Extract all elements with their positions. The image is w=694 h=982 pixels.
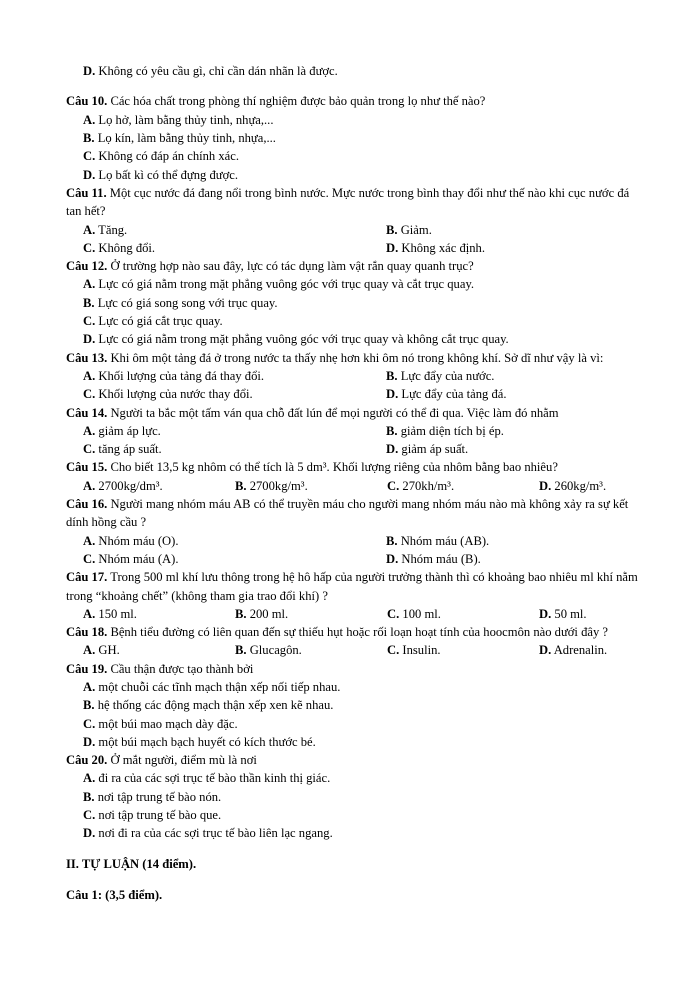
option-text: Lực đẩy của tảng đá. (398, 387, 507, 402)
option-label: B. (83, 698, 95, 713)
option-text: Lực đẩy của nước. (397, 368, 495, 383)
option-text: nơi tập trung tế bào nón. (94, 789, 222, 804)
option-label: B. (83, 295, 95, 310)
option-label: A. (83, 277, 96, 292)
question-20 (66, 751, 646, 842)
option-text: giảm áp lực. (95, 423, 161, 438)
option-label: B. (386, 368, 398, 383)
option-label: A. (83, 643, 96, 658)
question-text: Người ta bắc một tấm ván qua chỗ đất lún để mọi người có thể đi qua. Việc làm đó nhằm (107, 405, 559, 420)
option-text: Nhóm máu (B). (398, 551, 481, 566)
option-label: A. (83, 533, 96, 548)
options-grid (66, 221, 646, 258)
option-text: Nhóm máu (O). (95, 533, 179, 548)
option-label: B. (386, 222, 398, 237)
question-text: Khi ôm một tảng đá ở trong nước ta thấy nhẹ hơn khi ôm nó trong không khí. Sở dĩ như vậy là vì: (107, 350, 604, 365)
option-text: Insulin. (399, 643, 441, 658)
option (386, 422, 646, 440)
option-text: Lọ hở, làm bằng thủy tinh, nhựa,... (95, 112, 274, 127)
option (66, 312, 646, 330)
option-text: Lực có giá nằm trong mặt phẳng vuông góc với trục quay và không cắt trục quay. (95, 332, 509, 347)
option-label: B. (386, 423, 398, 438)
option (539, 641, 646, 659)
option (66, 678, 646, 696)
section-title: II. TỰ LUẬN (14 điểm). (66, 857, 197, 872)
option-text: 2700kg/m³. (246, 478, 308, 493)
option-text: Adrenalin. (551, 643, 608, 658)
option-label: C. (387, 478, 400, 493)
option-text: Lực có giá song song với trục quay. (94, 295, 278, 310)
option-label: A. (83, 423, 96, 438)
option-text: Glucagôn. (246, 643, 302, 658)
option (83, 422, 386, 440)
option-label: C. (83, 314, 96, 329)
option (235, 641, 387, 659)
question-17 (66, 568, 646, 623)
option-label: B. (386, 533, 398, 548)
option (235, 605, 387, 623)
option-label: D. (83, 826, 96, 841)
option-text: 260kg/m³. (551, 478, 607, 493)
option-label: B. (235, 643, 247, 658)
question-text: Ở mắt người, điểm mù là nơi (107, 753, 257, 768)
option (66, 733, 646, 751)
option-text: Không xác định. (398, 240, 485, 255)
option-text: 270kh/m³. (399, 478, 455, 493)
question-number: Câu 16. (66, 497, 108, 512)
option (386, 532, 646, 550)
option (387, 641, 539, 659)
option (387, 605, 539, 623)
option (386, 367, 646, 385)
options-grid (66, 641, 646, 659)
option-label: A. (83, 771, 96, 786)
question-14 (66, 404, 646, 459)
option-text: nơi tập trung tế bào que. (95, 808, 222, 823)
option (83, 477, 235, 495)
option-text: Không có đáp án chính xác. (95, 149, 239, 164)
option-label: C. (387, 606, 400, 621)
option-text: Lọ kín, làm bằng thủy tinh, nhựa,... (94, 131, 276, 146)
option (386, 440, 646, 458)
option-text: Lực có giá nằm trong mặt phẳng vuông góc với trục quay và cắt trục quay. (95, 277, 475, 292)
section-question-1: Câu 1: (3,5 điểm). (66, 888, 163, 903)
question-number: Câu 15. (66, 460, 108, 475)
option-text: Khối lượng của nước thay đổi. (95, 387, 253, 402)
option-label: C. (83, 240, 96, 255)
option (83, 440, 386, 458)
question-number: Câu 19. (66, 661, 108, 676)
option-label: D. (539, 606, 552, 621)
options-grid (66, 477, 646, 495)
options-grid (66, 532, 646, 569)
question-number: Câu 20. (66, 753, 108, 768)
option-label: D. (83, 63, 96, 78)
option (386, 550, 646, 568)
option-label: D. (386, 240, 399, 255)
option-label: C. (83, 551, 96, 566)
option-label: C. (83, 716, 96, 731)
lead-option (66, 62, 646, 80)
option (66, 824, 646, 842)
option-text: GH. (95, 643, 120, 658)
option-label: C. (83, 149, 96, 164)
exam-content (66, 49, 646, 917)
option (83, 385, 386, 403)
option-text: giảm diện tích bị ép. (397, 423, 504, 438)
question-number: Câu 17. (66, 570, 108, 585)
question-text: Bệnh tiểu đường có liên quan đến sự thiếu hụt hoặc rối loạn hoạt tính của hoocmôn nào dưới đây ? (107, 625, 608, 640)
option (66, 715, 646, 733)
question-text: Cầu thận được tạo thành bởi (107, 661, 254, 676)
option (66, 275, 646, 293)
question-number: Câu 13. (66, 350, 108, 365)
option-label: C. (83, 442, 96, 457)
option-label: C. (83, 808, 96, 823)
option-label: C. (83, 387, 96, 402)
question-number: Câu 10. (66, 94, 108, 109)
question-text: Cho biết 13,5 kg nhôm có thể tích là 5 dm³. Khối lượng riêng của nhôm bằng bao nhiêu? (107, 460, 558, 475)
option-label: B. (83, 131, 95, 146)
option (66, 129, 646, 147)
question-11 (66, 184, 646, 257)
options-grid (66, 422, 646, 459)
option-text: Lực có giá cắt trục quay. (95, 314, 223, 329)
option-label: B. (235, 478, 247, 493)
option-label: A. (83, 112, 96, 127)
option-label: D. (83, 167, 96, 182)
option (66, 166, 646, 184)
option-text: đi ra của các sợi trục tế bào thần kinh thị giác. (95, 771, 331, 786)
options-grid (66, 367, 646, 404)
option-text: Lọ bất kì có thể đựng được. (95, 167, 238, 182)
option (83, 605, 235, 623)
question-text: Một cục nước đá đang nổi trong bình nước. Mực nước trong bình thay đổi như thế nào khi cục nước đá tan hết? (66, 185, 630, 219)
option (539, 605, 646, 623)
option-text: một chuỗi các tĩnh mạch thận xếp nối tiếp nhau. (95, 679, 341, 694)
question-10 (66, 92, 646, 183)
question-18 (66, 623, 646, 660)
option (83, 221, 386, 239)
question-13 (66, 349, 646, 404)
option-label: D. (386, 551, 399, 566)
option-text: 50 ml. (551, 606, 587, 621)
option-label: A. (83, 478, 96, 493)
option-text: Giảm. (397, 222, 432, 237)
question-text: Ở trường hợp nào sau đây, lực có tác dụng làm vật rắn quay quanh trục? (107, 259, 474, 274)
option-label: A. (83, 368, 96, 383)
option-label: A. (83, 606, 96, 621)
option-label: A. (83, 679, 96, 694)
option-label: C. (387, 643, 400, 658)
option (387, 477, 539, 495)
option (83, 367, 386, 385)
option-text: một búi mạch bạch huyết có kích thước bé. (95, 734, 316, 749)
option (66, 147, 646, 165)
question-text: Các hóa chất trong phòng thí nghiệm được bảo quản trong lọ như thế nào? (107, 94, 486, 109)
question-number: Câu 11. (66, 185, 107, 200)
option-label: B. (235, 606, 247, 621)
question-number: Câu 14. (66, 405, 108, 420)
question-text: Người mang nhóm máu AB có thể truyền máu cho người mang nhóm máu nào mà không xảy ra sự kết dính hồng cầu ? (66, 497, 629, 530)
option-text: Nhóm máu (AB). (397, 533, 490, 548)
option-text: Nhóm máu (A). (95, 551, 179, 566)
question-16 (66, 495, 646, 568)
option-text: 150 ml. (95, 606, 137, 621)
question-number: Câu 12. (66, 259, 108, 274)
option (66, 769, 646, 787)
option (66, 696, 646, 714)
question-12 (66, 257, 646, 348)
option-label: D. (539, 478, 552, 493)
option-text: Khối lượng của tảng đá thay đổi. (95, 368, 265, 383)
option (66, 330, 646, 348)
option (235, 477, 387, 495)
option (66, 788, 646, 806)
question-number: Câu 18. (66, 625, 108, 640)
option-text: 2700kg/dm³. (95, 478, 163, 493)
option-label: D. (83, 734, 96, 749)
option (386, 239, 646, 257)
option-label: A. (83, 222, 96, 237)
option (539, 477, 646, 495)
option-text: Tăng. (95, 222, 128, 237)
option-text: Không có yêu cầu gì, chỉ cần dán nhãn là được. (95, 63, 338, 78)
option-label: B. (83, 789, 95, 804)
option-text: 100 ml. (399, 606, 441, 621)
option-text: nơi đi ra của các sợi trục tế bào liên lạc ngang. (95, 826, 333, 841)
option-label: D. (83, 332, 96, 347)
question-19 (66, 660, 646, 751)
options-grid (66, 605, 646, 623)
option (83, 532, 386, 550)
question-text: Trong 500 ml khí lưu thông trong hệ hô hấp của người trưởng thành thì có khoảng bao nhiêu ml khí nằm trong “khoảng chết” (không tham gia trao đổi khí) ? (66, 570, 638, 603)
option-text: 200 ml. (246, 606, 289, 621)
option-text: một búi mao mạch dày đặc. (95, 716, 238, 731)
option (83, 239, 386, 257)
option-text: hệ thống các động mạch thận xếp xen kẽ nhau. (94, 698, 334, 713)
option-text: giảm áp suất. (398, 442, 469, 457)
option (66, 806, 646, 824)
option (386, 221, 646, 239)
question-15 (66, 458, 646, 495)
option-label: D. (386, 387, 399, 402)
option (83, 550, 386, 568)
option-label: D. (539, 643, 552, 658)
option (83, 641, 235, 659)
option-text: Không đổi. (95, 240, 156, 255)
option (386, 385, 646, 403)
option-text: tăng áp suất. (95, 442, 162, 457)
option (66, 294, 646, 312)
option-label: D. (386, 442, 399, 457)
option (66, 111, 646, 129)
